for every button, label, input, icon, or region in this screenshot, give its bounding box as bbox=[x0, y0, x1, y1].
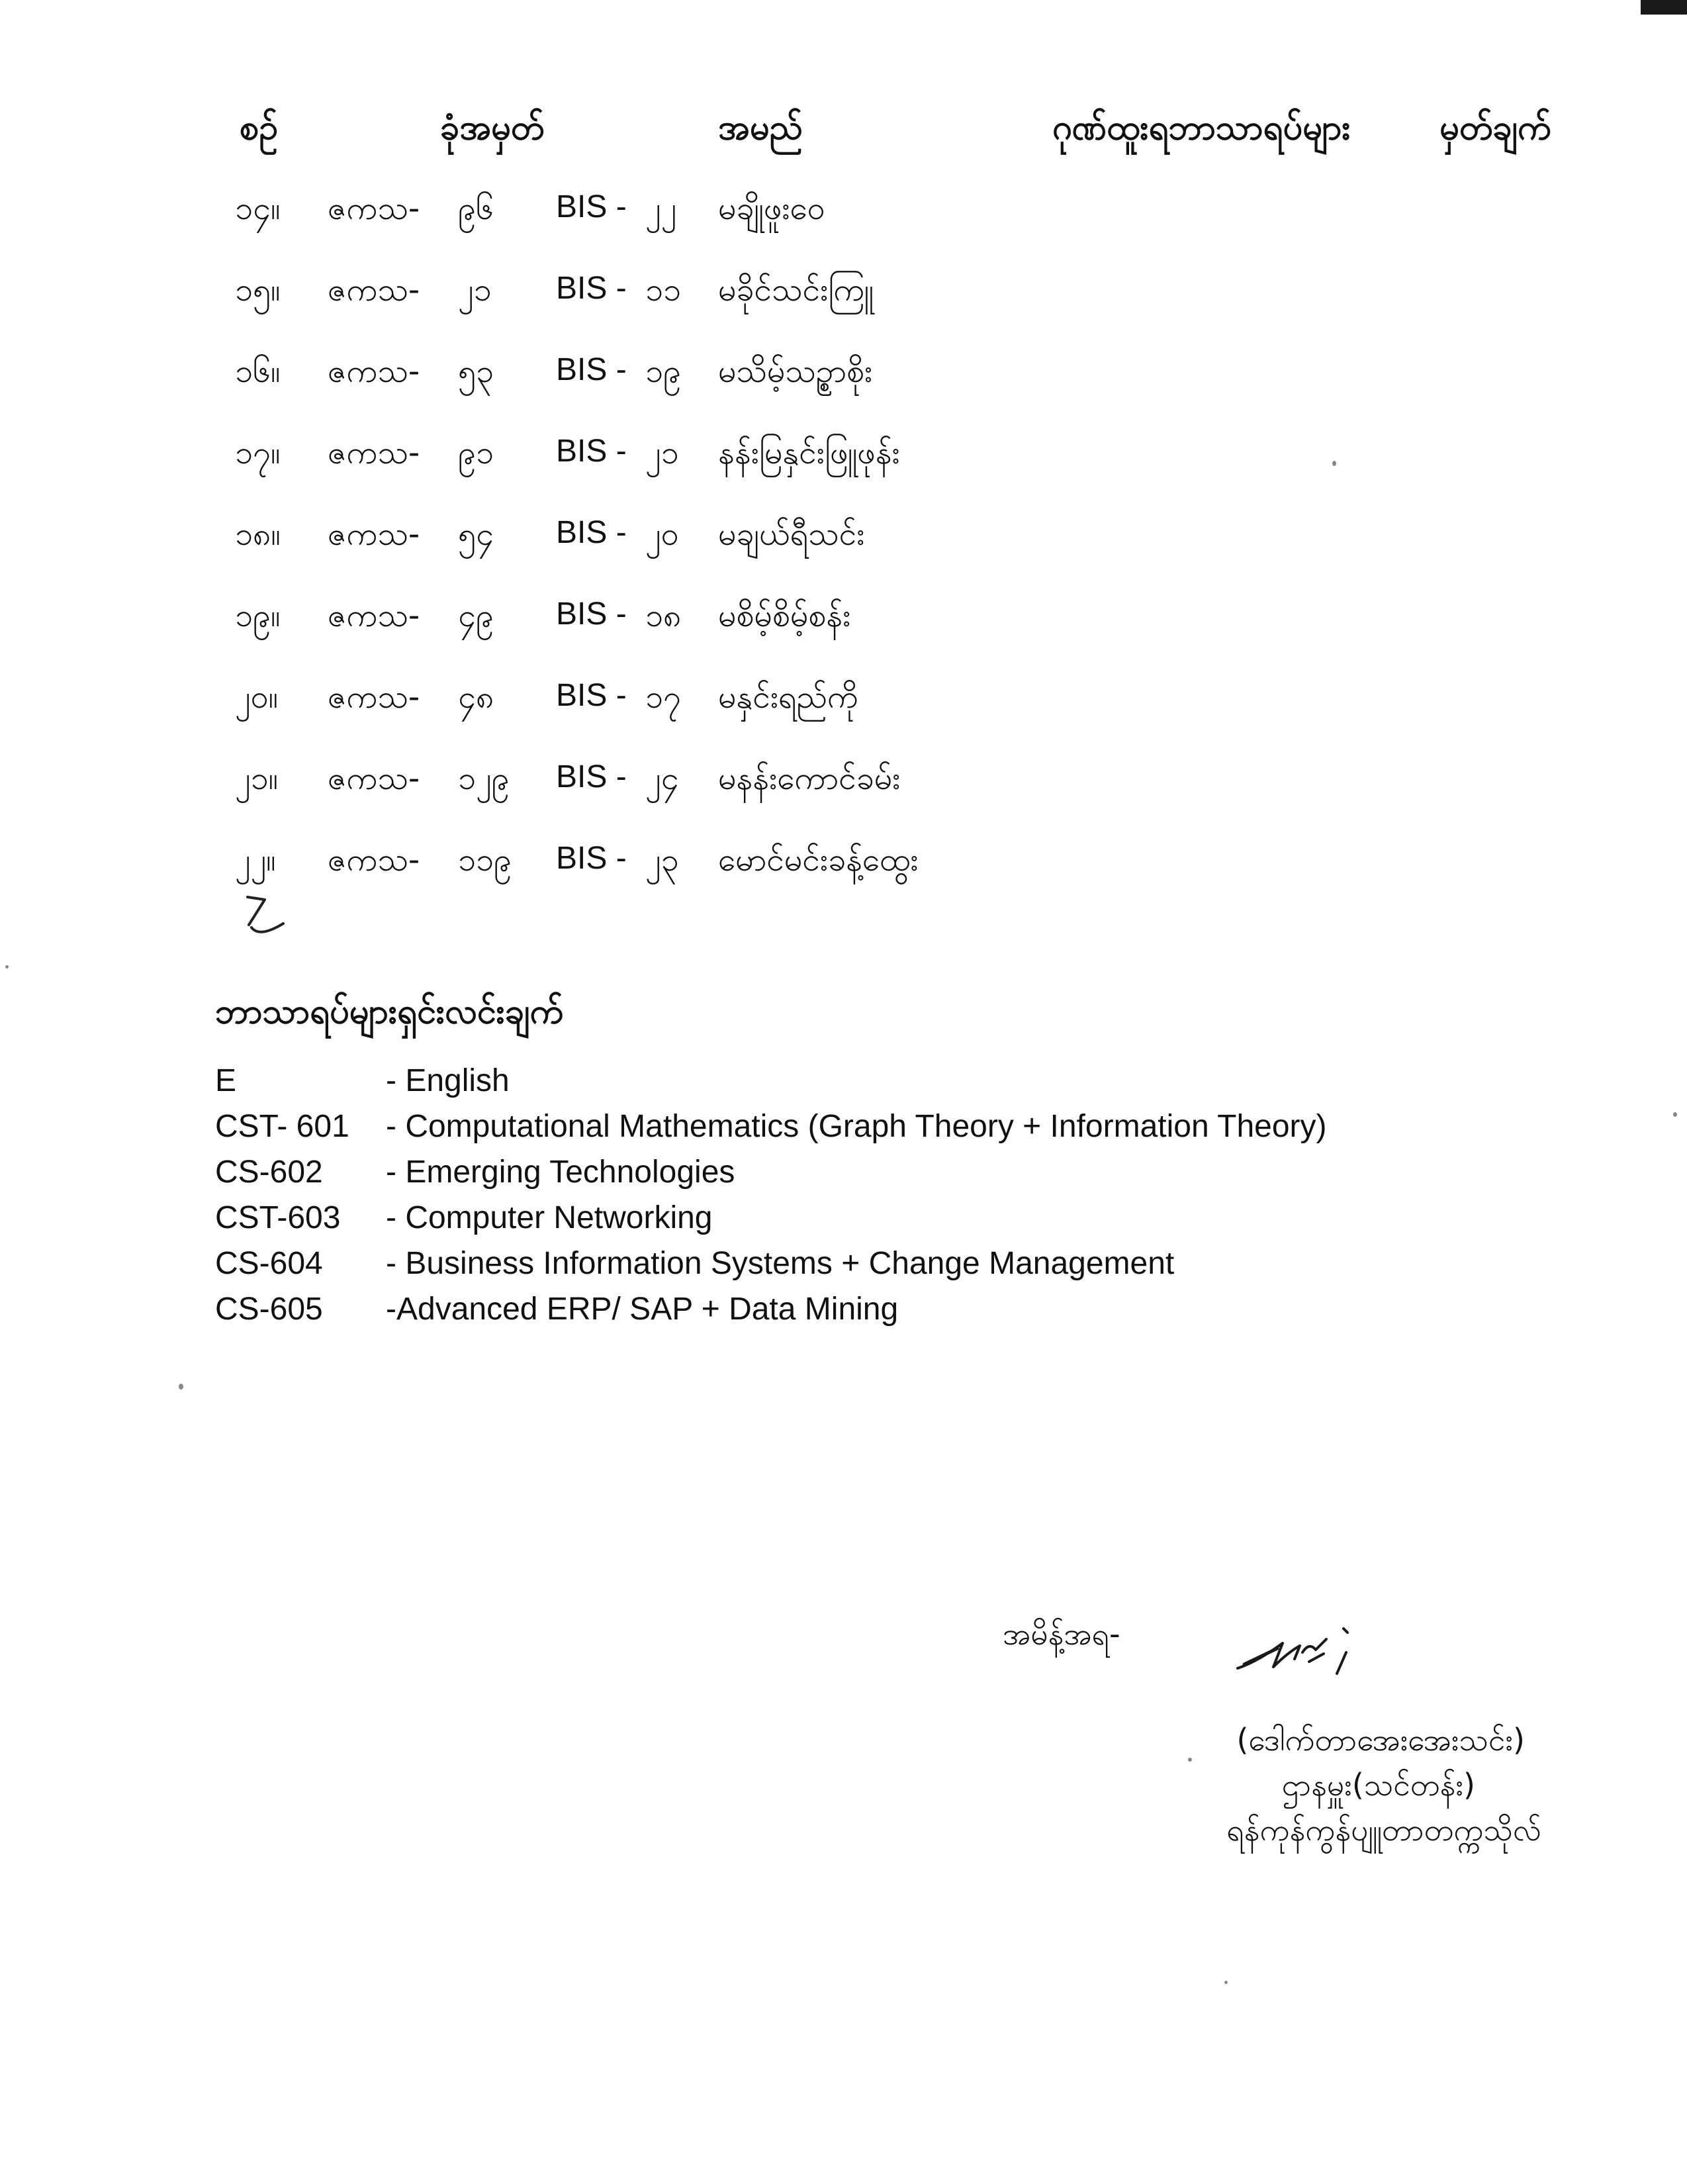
row-bis-prefix: BIS - bbox=[556, 515, 627, 550]
header-remarks: မှတ်ချက် bbox=[1439, 108, 1551, 148]
row-roll-prefix: ဇကသ- bbox=[328, 760, 420, 797]
row-roll-prefix: ဇကသ- bbox=[328, 516, 420, 553]
row-student-name: မနန်းကောင်ခမ်း bbox=[718, 760, 901, 797]
signatory-name: (ဒေါက်တာအေးအေးသင်း) bbox=[1236, 1722, 1525, 1758]
legend-code: CS-604 bbox=[215, 1246, 323, 1281]
row-roll-number: ၉၁ bbox=[458, 434, 494, 471]
row-roll-prefix: ဇကသ- bbox=[328, 597, 420, 634]
legend-description: - Computer Networking bbox=[386, 1200, 713, 1235]
row-roll-number: ၁၁၉ bbox=[458, 841, 512, 878]
legend-description: -Advanced ERP/ SAP + Data Mining bbox=[386, 1292, 899, 1327]
row-student-name: မနှင်းရည်ကို bbox=[718, 679, 858, 716]
row-bis-number: ၁၇ bbox=[645, 679, 681, 716]
table-row bbox=[0, 514, 1687, 596]
row-bis-number: ၁၁ bbox=[645, 271, 681, 309]
table-row bbox=[0, 677, 1687, 759]
subject-legend bbox=[215, 1063, 1539, 1337]
row-roll-prefix: ဇကသ- bbox=[328, 434, 420, 471]
scan-edge-mark bbox=[1641, 0, 1687, 15]
signatory-title: ဌာနမှူး(သင်တန်း) bbox=[1281, 1767, 1475, 1803]
table-row bbox=[0, 270, 1687, 352]
header-roll-no: ခုံအမှတ် bbox=[440, 108, 545, 148]
row-student-name: မခိုင်သင်းကြူ bbox=[718, 271, 874, 309]
row-roll-number: ၅၃ bbox=[458, 353, 494, 390]
legend-description: - English bbox=[386, 1063, 510, 1098]
row-roll-number: ၁၂၉ bbox=[458, 760, 510, 797]
row-roll-prefix: ဇကသ- bbox=[328, 841, 420, 878]
table-row bbox=[0, 189, 1687, 270]
header-name: အမည် bbox=[718, 108, 803, 148]
row-serial: ၁၇။ bbox=[235, 434, 281, 471]
legend-code: CS-605 bbox=[215, 1292, 323, 1327]
handwritten-signature bbox=[1231, 1615, 1390, 1695]
row-serial: ၁၉။ bbox=[235, 597, 281, 634]
handwritten-tick-mark bbox=[240, 890, 293, 943]
row-bis-prefix: BIS - bbox=[556, 434, 627, 469]
table-row bbox=[0, 596, 1687, 677]
row-serial: ၁၈။ bbox=[235, 516, 281, 553]
legend-description: - Computational Mathematics (Graph Theory + Information Theory) bbox=[386, 1109, 1327, 1144]
table-row bbox=[0, 352, 1687, 433]
legend-code: CS-602 bbox=[215, 1155, 323, 1190]
row-bis-number: ၂၄ bbox=[645, 760, 679, 797]
legend-description: - Emerging Technologies bbox=[386, 1155, 735, 1190]
table-row bbox=[0, 759, 1687, 840]
row-roll-number: ၅၄ bbox=[458, 516, 494, 553]
row-bis-number: ၂၁ bbox=[645, 434, 679, 471]
signatory-organization: ရန်ကုန်ကွန်ပျူတာတက္ကသိုလ် bbox=[1226, 1812, 1541, 1848]
row-bis-prefix: BIS - bbox=[556, 759, 627, 794]
header-distinction-subjects: ဂုဏ်ထူးရဘာသာရပ်များ bbox=[1052, 108, 1351, 148]
row-student-name: မောင်မင်းခန့်ထွေး bbox=[718, 841, 919, 878]
row-bis-number: ၂၀ bbox=[645, 516, 679, 553]
row-bis-prefix: BIS - bbox=[556, 189, 627, 224]
legend-item bbox=[215, 1063, 1539, 1108]
row-student-name: မချိုဖူးဝေ bbox=[718, 190, 825, 227]
legend-item bbox=[215, 1108, 1539, 1154]
legend-code: CST- 601 bbox=[215, 1109, 349, 1144]
legend-item bbox=[215, 1245, 1539, 1291]
header-serial: စဥ် bbox=[240, 108, 279, 148]
row-student-name: မသိမ့်သဥ္စာစိုး bbox=[718, 353, 873, 390]
row-bis-prefix: BIS - bbox=[556, 352, 627, 387]
row-bis-number: ၂၃ bbox=[645, 841, 679, 878]
row-serial: ၂၀။ bbox=[235, 679, 279, 716]
row-serial: ၁၄။ bbox=[235, 190, 281, 227]
row-student-name: မချယ်ရီသင်း bbox=[718, 516, 865, 553]
row-roll-prefix: ဇကသ- bbox=[328, 353, 420, 390]
student-list bbox=[0, 189, 1687, 922]
row-roll-prefix: ဇကသ- bbox=[328, 679, 420, 716]
row-student-name: မစိမ့်စိမ့်စန်း bbox=[718, 597, 851, 634]
row-bis-prefix: BIS - bbox=[556, 678, 627, 713]
row-serial: ၂၂။ bbox=[235, 841, 276, 878]
legend-item bbox=[215, 1291, 1539, 1337]
row-serial: ၂၁။ bbox=[235, 760, 279, 797]
row-serial: ၁၅။ bbox=[235, 271, 281, 309]
table-header bbox=[0, 106, 1687, 159]
row-bis-number: ၁၉ bbox=[645, 353, 681, 390]
table-row bbox=[0, 433, 1687, 514]
row-student-name: နန်းမြနှင်းဖြူဖုန်း bbox=[718, 434, 900, 471]
by-order-label: အမိန့်အရ- bbox=[1003, 1616, 1120, 1652]
row-serial: ၁၆။ bbox=[235, 353, 281, 390]
row-bis-prefix: BIS - bbox=[556, 596, 627, 632]
legend-heading: ဘာသာရပ်များရှင်းလင်းချက် bbox=[215, 992, 564, 1031]
legend-item bbox=[215, 1154, 1539, 1200]
row-bis-number: ၂၂ bbox=[645, 190, 677, 227]
row-roll-prefix: ဇကသ- bbox=[328, 190, 420, 227]
row-roll-number: ၂၁ bbox=[458, 271, 492, 309]
row-bis-number: ၁၈ bbox=[645, 597, 682, 634]
legend-description: - Business Information Systems + Change Management bbox=[386, 1246, 1175, 1281]
legend-item bbox=[215, 1200, 1539, 1245]
legend-code: CST-603 bbox=[215, 1200, 341, 1235]
row-bis-prefix: BIS - bbox=[556, 841, 627, 876]
legend-code: E bbox=[215, 1063, 237, 1098]
row-roll-number: ၄၈ bbox=[458, 679, 494, 716]
row-roll-number: ၉၆ bbox=[458, 190, 494, 227]
row-roll-prefix: ဇကသ- bbox=[328, 271, 420, 309]
row-roll-number: ၄၉ bbox=[458, 597, 494, 634]
row-bis-prefix: BIS - bbox=[556, 271, 627, 306]
